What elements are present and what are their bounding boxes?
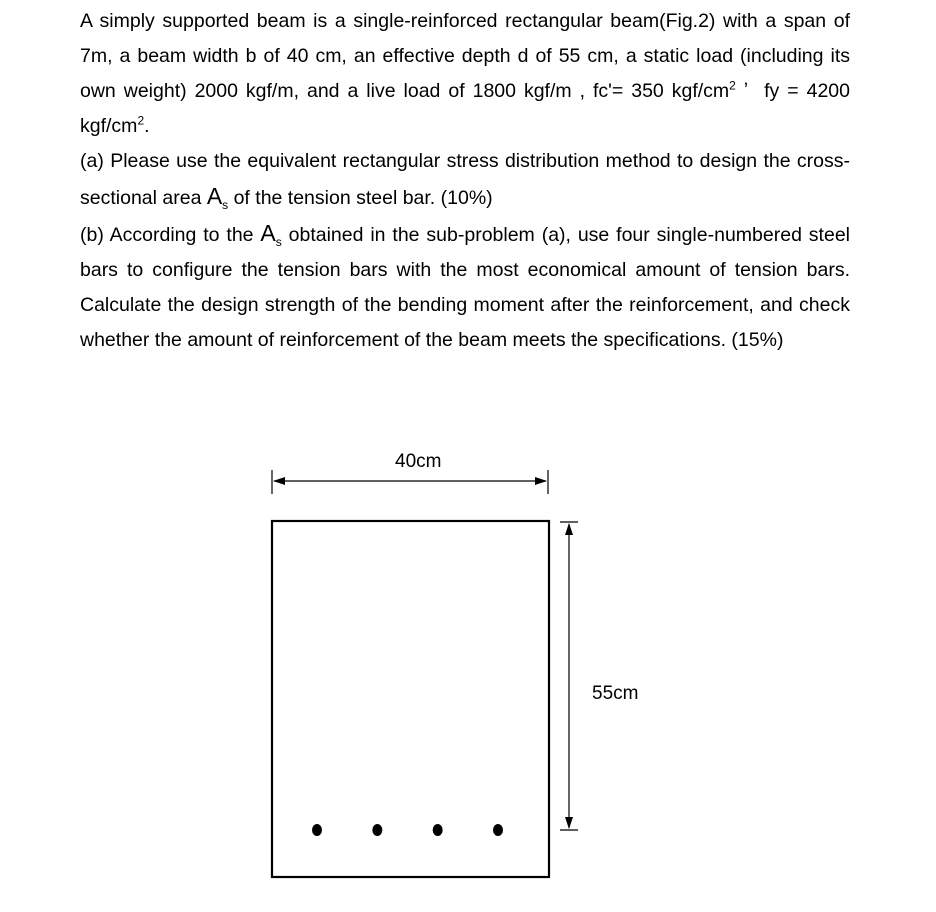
width-arrow-right-icon	[535, 477, 547, 485]
intro-superscript-2: 2	[137, 113, 145, 128]
part-b-as-symbol: A	[260, 220, 276, 246]
intro-superscript-1: 2	[729, 78, 736, 93]
part-b-text-2: obtained in the sub-problem (a), use four single-numbered steel bars to configure the tension bars with the most economical amount of tension bars. Calculate the design strength of the bending moment after the reinforcement, and check whether the amount of reinforcement of the beam meets the specifications. (15%)	[80, 224, 850, 351]
steel-bars	[312, 824, 503, 836]
steel-bar	[433, 824, 443, 836]
width-dimension-label: 40cm	[395, 451, 442, 472]
beam-section-rect	[272, 521, 549, 877]
intro-text: A simply supported beam is a single-reinforced rectangular beam(Fig.2) with a span of 7m, a beam width b of 40 cm, an effective depth d of 55 cm, a static load (including its own weight) 2000 kgf/m, and a live load of 1800 kgf/m , fc'= 350 kgf/cm	[80, 10, 850, 102]
intro-end: .	[144, 115, 150, 137]
part-a-as-subscript: s	[222, 197, 229, 212]
part-b-text-1: (b) According to the	[80, 224, 261, 246]
depth-arrow-top-icon	[565, 523, 573, 535]
depth-arrow-bottom-icon	[565, 817, 573, 829]
depth-dimension-label: 55cm	[592, 683, 639, 704]
fy-text: fy = 4200 kgf/cm	[80, 80, 850, 137]
part-a-text-2: of the tension steel bar. (10%)	[228, 187, 493, 209]
steel-bar	[312, 824, 322, 836]
intro-separator: ʼ	[735, 80, 765, 102]
part-a-as-symbol: A	[206, 183, 223, 209]
width-arrow-left-icon	[273, 477, 285, 485]
part-a-text-1: (a) Please use the equivalent rectangular stress distribution method to design the cross-sectional area	[80, 150, 850, 209]
steel-bar	[493, 824, 503, 836]
part-b-as-subscript: s	[275, 234, 282, 249]
steel-bar	[372, 824, 382, 836]
